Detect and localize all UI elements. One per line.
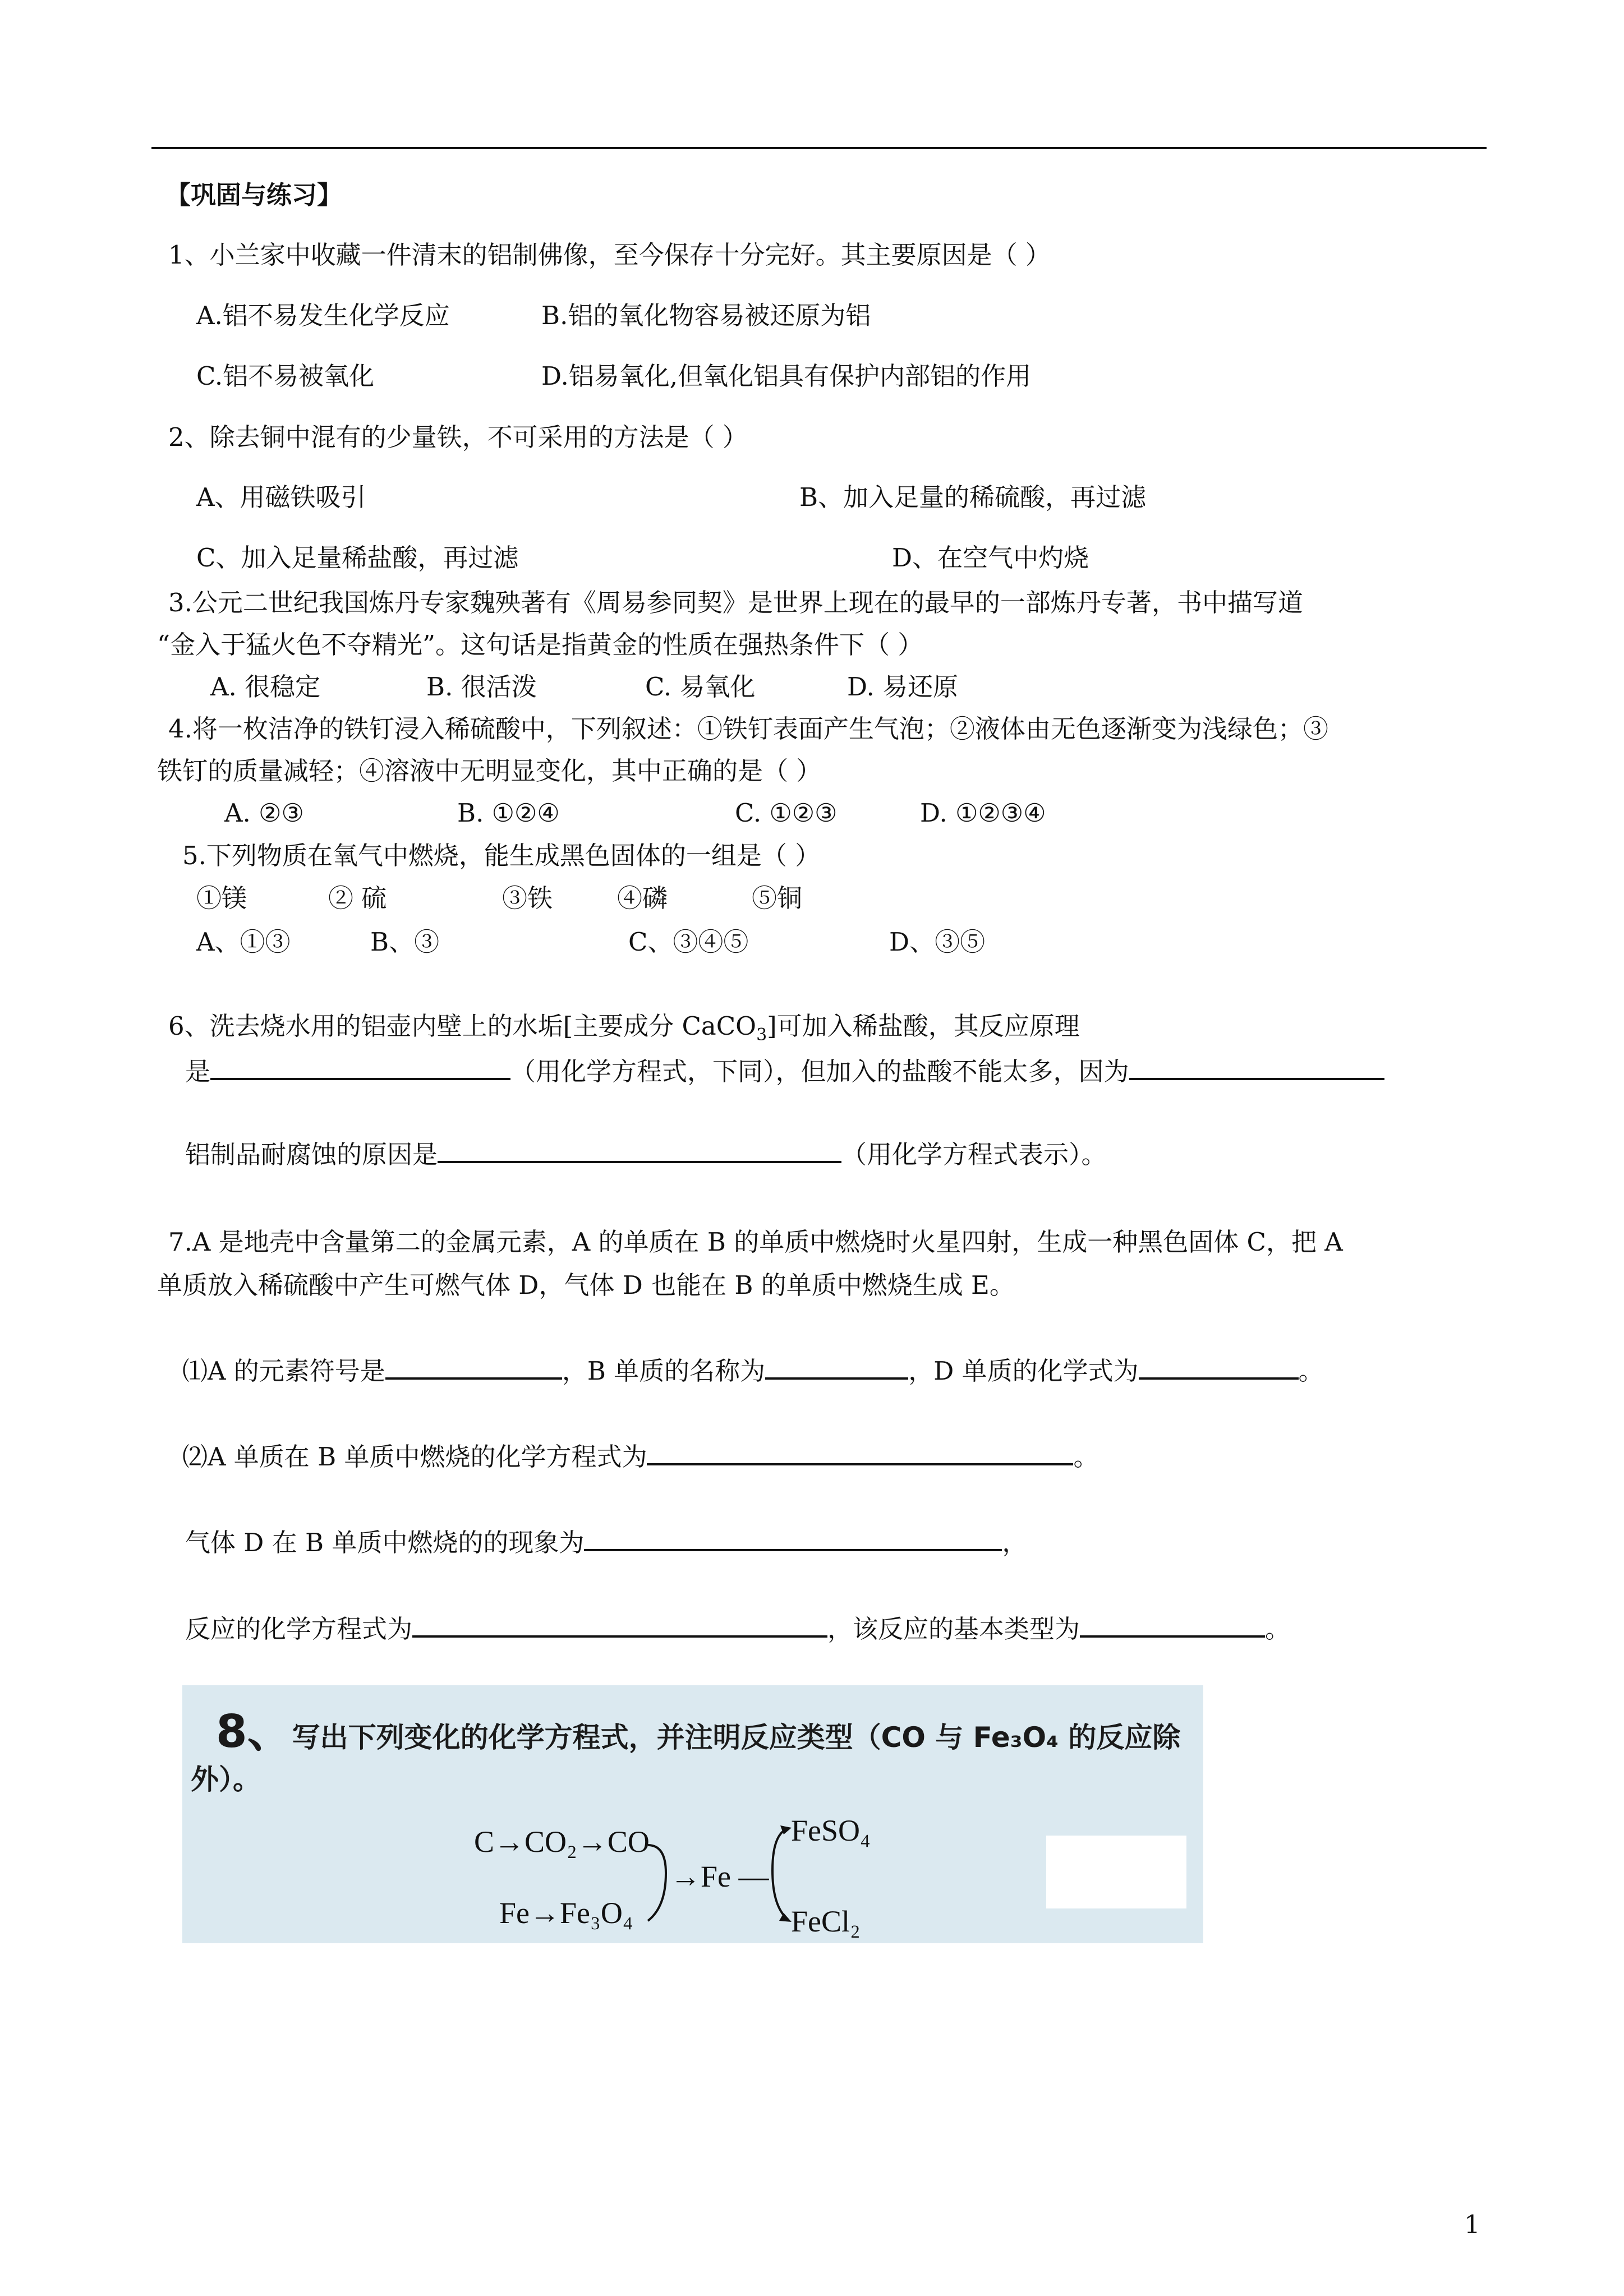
- q5-item-5: ⑤铜: [752, 883, 803, 913]
- q7-part1-text-c: ，D 单质的化学式为: [908, 1356, 1139, 1386]
- q8-blank-area: [1046, 1836, 1186, 1908]
- q8-merge-bracket: [648, 1845, 666, 1921]
- q4-option-a: A. ②③: [224, 798, 304, 828]
- q7-part1-text-b: ，B 单质的名称为: [562, 1356, 766, 1386]
- q7-part4-text: 反应的化学方程式为: [185, 1614, 413, 1644]
- q2-option-d: D、在空气中灼烧: [892, 543, 1089, 573]
- q2-option-a: A、用磁铁吸引: [196, 482, 366, 512]
- q6-line3-text-end: （用化学方程式表示）。: [841, 1140, 1107, 1169]
- q4-stem-line1: 4.将一枚洁净的铁钉浸入稀硫酸中，下列叙述：①铁钉表面产生气泡；②液体由无色逐渐变为浅绿色；③: [168, 714, 1328, 744]
- q1-option-b: B.铝的氧化物容易被还原为铝: [541, 301, 871, 330]
- q7-part1-text-d: 。: [1298, 1356, 1324, 1386]
- q2-option-b: B、加入足量的稀硫酸，再过滤: [799, 482, 1147, 512]
- q7-part3-text-end: ，: [1002, 1528, 1028, 1557]
- q7-part2: [182, 1439, 1099, 1474]
- q7-answer-blank-equation-2[interactable]: [412, 1611, 827, 1638]
- q6-answer-blank-1[interactable]: [210, 1053, 510, 1080]
- q6-line2-text: 是: [185, 1057, 211, 1086]
- q5-option-a: A、①③: [196, 927, 291, 957]
- q2-stem: 2、除去铜中混有的少量铁，不可采用的方法是（ ）: [168, 422, 748, 452]
- q7-answer-blank-symbol[interactable]: [385, 1353, 562, 1380]
- q8-split-bracket: [772, 1828, 788, 1920]
- q4-option-b: B. ①②④: [457, 798, 560, 828]
- q3-option-d: D. 易还原: [847, 672, 959, 702]
- q4-stem-line2: 铁钉的质量减轻；④溶液中无明显变化，其中正确的是（ ）: [157, 756, 822, 786]
- q7-part2-text-end: 。: [1073, 1442, 1099, 1472]
- q8-product-fecl2: FeCl₂: [791, 1905, 861, 1938]
- q3-option-b: B. 很活泼: [426, 672, 537, 702]
- q5-option-d: D、③⑤: [889, 927, 986, 957]
- q6-line2: [185, 1053, 1384, 1089]
- q1-option-d: D.铝易氧化,但氧化铝具有保护内部铝的作用: [541, 361, 1032, 391]
- q7-part1-text: ⑴A 的元素符号是: [182, 1356, 385, 1386]
- q7-part3-text: 气体 D 在 B 单质中燃烧的的现象为: [185, 1528, 585, 1557]
- q8-product-feso4: FeSO₄: [791, 1814, 871, 1847]
- q7-part3: [185, 1524, 1027, 1560]
- q6-line3-text: 铝制品耐腐蚀的原因是: [185, 1140, 438, 1169]
- q7-stem-line2: 单质放入稀硫酸中产生可燃气体 D，气体 D 也能在 B 的单质中燃烧生成 E。: [157, 1270, 1015, 1300]
- q1-stem: 1、小兰家中收藏一件清末的铝制佛像，至今保存十分完好。其主要原因是（ ）: [168, 240, 1051, 270]
- q6-line1-text-end: ]可加入稀盐酸，其反应原理: [767, 1011, 1080, 1041]
- q5-stem: 5.下列物质在氧气中燃烧，能生成黑色固体的一组是（ ）: [182, 841, 821, 870]
- q1-option-a: A.铝不易发生化学反应: [196, 301, 450, 330]
- q7-answer-blank-equation[interactable]: [647, 1439, 1073, 1465]
- q1-option-c: C.铝不易被氧化: [196, 361, 375, 391]
- q8-carbon-chain: C→CO₂→CO: [474, 1825, 650, 1859]
- q8-arrow-down: [779, 1913, 792, 1922]
- q8-figure: [182, 1685, 1203, 1943]
- q5-option-c: C、③④⑤: [628, 927, 749, 957]
- q7-answer-blank-type[interactable]: [1080, 1611, 1265, 1638]
- q6-answer-blank-3[interactable]: [438, 1136, 841, 1163]
- q6-line1: [168, 1009, 1080, 1052]
- q3-stem-line1: 3.公元二世纪我国炼丹专家魏殃著有《周易参同契》是世界上现在的最早的一部炼丹专著，书中描写道: [168, 588, 1303, 617]
- q7-part2-text: ⑵A 单质在 B 单质中燃烧的化学方程式为: [182, 1442, 647, 1472]
- q6-line1-text: 6、洗去烧水用的铝壶内壁上的水垢[主要成分 CaCO: [168, 1011, 757, 1041]
- section-title: 【巩固与练习】: [165, 180, 343, 210]
- q7-part4-text-b: ，该反应的基本类型为: [827, 1614, 1080, 1644]
- q4-option-c: C. ①②③: [735, 798, 838, 828]
- q6-answer-blank-2[interactable]: [1129, 1053, 1384, 1080]
- q7-stem-line1: 7.A 是地壳中含量第二的金属元素，A 的单质在 B 的单质中燃烧时火星四射，生成一种黑色固体 C，把 A: [168, 1227, 1343, 1257]
- q8-iron-node: →Fe —: [670, 1860, 769, 1893]
- q5-item-1: ①镁: [196, 883, 247, 913]
- q5-item-2: ② 硫: [328, 883, 387, 913]
- q4-option-d: D. ①②③④: [920, 798, 1046, 828]
- header-rule: [151, 147, 1487, 149]
- q5-option-b: B、③: [370, 927, 440, 957]
- q7-answer-blank-phenomenon[interactable]: [584, 1524, 1002, 1551]
- page-number: 1: [1464, 2210, 1480, 2239]
- q6-line2-text-end: （用化学方程式，下同），但加入的盐酸不能太多，因为: [510, 1057, 1129, 1086]
- q7-part4: [185, 1611, 1290, 1646]
- q7-part1: [182, 1353, 1324, 1388]
- q2-option-c: C、加入足量稀盐酸，再过滤: [196, 543, 519, 573]
- q8-number: 8、: [216, 1705, 292, 1758]
- q8-title-text: 写出下列变化的化学方程式，并注明反应类型（CO 与 Fe₃O₄ 的反应除: [292, 1721, 1181, 1754]
- q8-title-continuation: 外）。: [191, 1763, 261, 1796]
- q3-option-c: C. 易氧化: [645, 672, 756, 702]
- q5-item-4: ④磷: [617, 883, 668, 913]
- q6-subscript: 3: [756, 1025, 767, 1045]
- q3-stem-line2: “金入于猛火色不夺精光”。这句话是指黄金的性质在强热条件下（ ）: [157, 630, 923, 660]
- q6-line3: [185, 1136, 1107, 1172]
- q5-item-3: ③铁: [502, 883, 553, 913]
- q7-answer-blank-name[interactable]: [765, 1353, 908, 1380]
- q7-answer-blank-formula[interactable]: [1139, 1353, 1299, 1380]
- q8-iron-chain: Fe→Fe₃O₄: [499, 1896, 633, 1930]
- q3-option-a: A. 很稳定: [210, 672, 321, 702]
- q7-part4-text-end: 。: [1265, 1614, 1291, 1644]
